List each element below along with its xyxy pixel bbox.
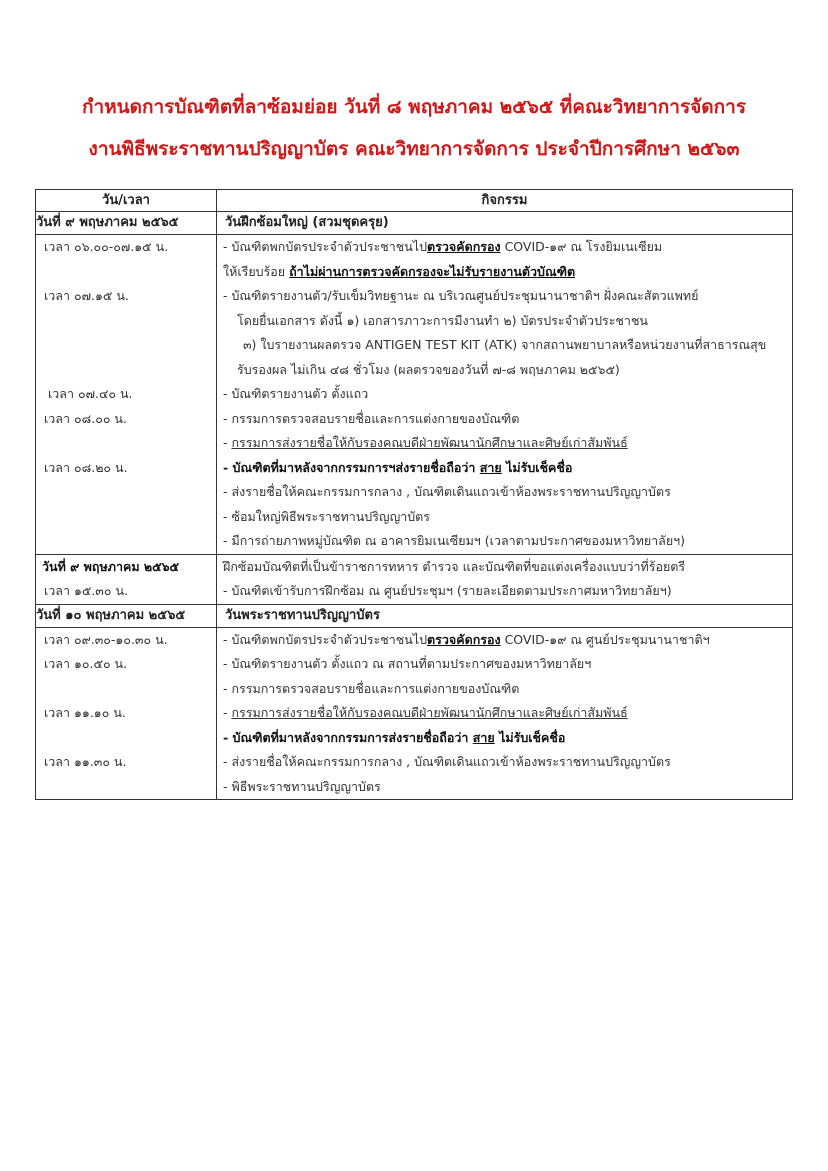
schedule-table xyxy=(35,189,793,800)
activity-line: โดยยื่นเอกสาร ดังนี้ ๑) เอกสารภาวะการมีงานทำ ๒) บัตรประจำตัวประชาชน xyxy=(237,312,648,328)
section-date: วันที่ ๙ พฤษภาคม ๒๕๖๕ xyxy=(36,212,217,235)
table-row xyxy=(36,235,793,555)
activity-text: ไม่รับเช็คชื่อ xyxy=(501,459,573,475)
activity-emphasis: ตรวจคัดกรอง xyxy=(427,239,501,254)
header-date-time: วัน/เวลา xyxy=(36,190,217,212)
activity-line xyxy=(217,260,792,285)
time-label: เวลา ๑๑.๓๐ น. xyxy=(44,754,127,769)
table-header-row xyxy=(36,190,793,212)
activity-cell xyxy=(217,554,793,604)
activity-text: - บัณฑิตพกบัตรประจำตัวประชาชนไป xyxy=(223,239,428,254)
activity-line xyxy=(217,456,792,481)
time-label: เวลา ๑๑.๑๐ น. xyxy=(44,705,126,720)
activity-text: ให้เรียบร้อย xyxy=(223,263,290,279)
activity-line xyxy=(217,235,792,260)
activity-line: - กรรมการตรวจสอบรายชื่อและการแต่งกายของบัณฑิต xyxy=(223,410,520,426)
activity-late: สาย xyxy=(479,459,502,475)
activity-line: - ส่งรายชื่อให้คณะกรรมการกลาง , บัณฑิตเดินแถวเข้าห้องพระราชทานปริญญาบัตร xyxy=(223,754,671,769)
activity-text: ไม่รับเช็คชื่อ xyxy=(494,729,566,745)
time-label: เวลา ๐๗.๑๕ น. xyxy=(44,288,129,303)
activity-line xyxy=(217,431,792,456)
activity-text: COVID-๑๙ ณ โรงยิมเนเซียม xyxy=(500,239,663,254)
activity-line: - ส่งรายชื่อให้คณะกรรมการกลาง , บัณฑิตเดินแถวเข้าห้องพระราชทานปริญญาบัตร xyxy=(223,484,671,499)
activity-cell xyxy=(217,627,793,800)
activity-line: - พิธีพระราชทานปริญญาบัตร xyxy=(223,778,381,794)
time-label: เวลา ๐๗.๔๐ น. xyxy=(48,386,133,401)
activity-line: รับรองผล ไม่เกิน ๔๘ ชั่วโมง (ผลตรวจของวันที่ ๗-๘ พฤษภาคม ๒๕๖๕) xyxy=(237,361,620,377)
activity-text: COVID-๑๙ ณ ศูนย์ประชุมนานาชาติฯ xyxy=(500,631,710,647)
time-label: เวลา ๑๕.๓๐ น. xyxy=(44,583,128,598)
header-activity: กิจกรรม xyxy=(217,190,793,212)
time-label: เวลา ๑๐.๕๐ น. xyxy=(44,656,128,671)
activity-line: - กรรมการตรวจสอบรายชื่อและการแต่งกายของบัณฑิต xyxy=(223,680,520,696)
activity-underlined: กรรมการส่งรายชื่อให้กับรองคณบดีฝ่ายพัฒนานักศึกษาและศิษย์เก่าสัมพันธ์ xyxy=(231,705,628,720)
time-label: เวลา ๐๖.๐๐-๐๗.๑๕ น. xyxy=(44,239,169,254)
section-row-rehearsal xyxy=(36,212,793,235)
activity-cell xyxy=(217,235,793,555)
activity-line: ๓) ใบรายงานผลตรวจ ANTIGEN TEST KIT (ATK) จากสถานพยาบาลหรือหน่วยงานที่สาธารณสุข xyxy=(243,337,767,352)
table-row xyxy=(36,627,793,800)
activity-underlined: กรรมการส่งรายชื่อให้กับรองคณบดีฝ่ายพัฒนานักศึกษาและศิษย์เก่าสัมพันธ์ xyxy=(231,435,628,450)
time-label: เวลา ๐๘.๐๐ น. xyxy=(44,410,127,426)
section-title: วันพระราชทานปริญญาบัตร xyxy=(217,604,793,627)
section-row-ceremony xyxy=(36,604,793,627)
activity-emphasis: ตรวจคัดกรอง xyxy=(427,631,501,647)
activity-text: - xyxy=(223,435,232,450)
activity-warning: ถ้าไม่ผ่านการตรวจคัดกรองจะไม่รับรายงานตัวบัณฑิต xyxy=(289,263,576,279)
activity-line: - บัณฑิตรายงานตัว/รับเข็มวิทยฐานะ ณ บริเวณศูนย์ประชุมนานาชาติฯ ฝั่งคณะสัตวแพทย์ xyxy=(223,288,699,303)
activity-line: - บัณฑิตเข้ารับการฝึกซ้อม ณ ศูนย์ประชุมฯ (รายละเอียดตามประกาศมหาวิทยาลัยฯ) xyxy=(223,583,672,598)
activity-line: - บัณฑิตรายงานตัว ตั้งแถว ณ สถานที่ตามประกาศของมหาวิทยาลัยฯ xyxy=(223,656,592,671)
activity-line xyxy=(217,701,792,726)
section-date: วันที่ ๑๐ พฤษภาคม ๒๕๖๕ xyxy=(36,604,217,627)
time-cell xyxy=(36,627,217,800)
time-label: เวลา ๐๙.๓๐-๑๐.๓๐ น. xyxy=(44,631,168,647)
section-title: วันฝึกซ้อมใหญ่ (สวมชุดครุย) xyxy=(217,212,793,235)
page-title-line-1: กำหนดการบัณฑิตที่ลาซ้อมย่อย วันที่ ๘ พฤษภาคม ๒๕๖๕ ที่คณะวิทยาการจัดการ xyxy=(81,96,747,118)
time-label: เวลา ๐๘.๒๐ น. xyxy=(44,459,128,475)
section-title: ฝึกซ้อมบัณฑิตที่เป็นข้าราชการทหาร ตำรวจ และบัณฑิตที่ขอแต่งเครื่องแบบว่าที่ร้อยตรี xyxy=(223,558,686,574)
activity-late: สาย xyxy=(472,729,495,745)
activity-line xyxy=(217,726,792,751)
activity-line xyxy=(217,628,792,653)
activity-text: - บัณฑิตที่มาหลังจากกรรมการฯส่งรายชื่อถือว่า xyxy=(223,459,480,475)
activity-text: - บัณฑิตที่มาหลังจากกรรมการส่งรายชื่อถือว่า xyxy=(223,729,473,745)
activity-text: - xyxy=(223,705,232,720)
page-title-line-2: งานพิธีพระราชทานปริญญาบัตร คณะวิทยาการจัดการ ประจำปีการศึกษา ๒๕๖๓ xyxy=(88,138,740,160)
activity-line: - ซ้อมใหญ่พิธีพระราชทานปริญญาบัตร xyxy=(223,508,431,524)
activity-line: - มีการถ่ายภาพหมู่บัณฑิต ณ อาคารยิมเนเซียมฯ (เวลาตามประกาศของมหาวิทยาลัยฯ) xyxy=(223,533,686,548)
activity-line: - บัณฑิตรายงานตัว ตั้งแถว xyxy=(223,386,369,401)
time-cell xyxy=(36,554,217,604)
activity-text: - บัณฑิตพกบัตรประจำตัวประชาชนไป xyxy=(223,631,428,647)
section-row-uniformed xyxy=(36,554,793,604)
time-cell xyxy=(36,235,217,555)
section-date: วันที่ ๙ พฤษภาคม ๒๕๖๕ xyxy=(42,558,180,574)
